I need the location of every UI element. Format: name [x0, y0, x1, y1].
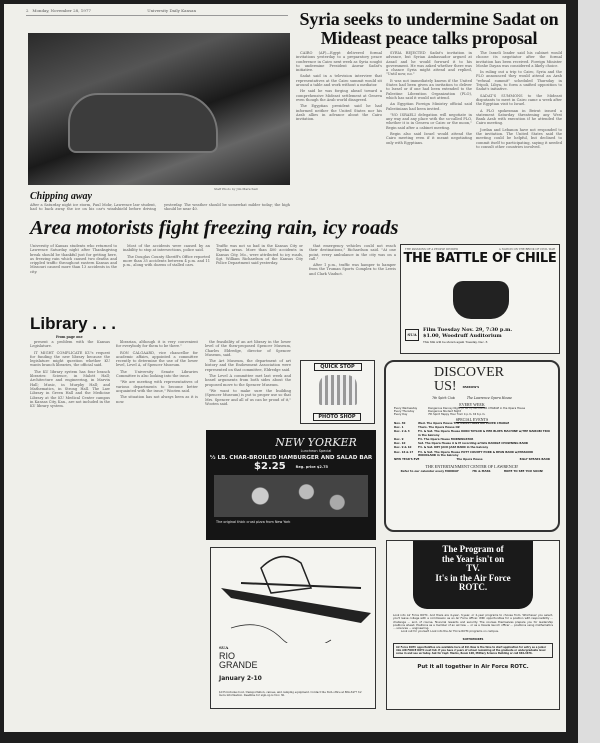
- motorists-col-3: Traffic was not so bad in the Kansas City or Topeka areas. More than 400 accidents in Kansas City, Mo., were attributed to icy roads, Sgt. William Richardson of the Kansas City Police Department said yesterday.: [216, 244, 303, 266]
- air-force-rotc-ad: [386, 540, 560, 710]
- rotc-body-2: Look out for yourself. Look into the Air Force ROTC programs on campus.: [401, 629, 499, 634]
- rotc-headline: The Program of the Year isn't on TV. It's in the Air Force ROTC.: [413, 541, 533, 609]
- discover-title: DISCOVER: [434, 365, 505, 380]
- syria-col-2: SYRIA REJECTED Sadat's invitation in advance, but Syrian Ambassador argued at Assad and he would forward it to his government. He was asked whether there was a chance Syria might attend and replied, "Until now, no." It was not immediately known if the United States had been given an invitation to deliver to Israel or if one had been extended to the Palestine Liberation Organization (PLO), which has said it would not attend. An Egyptian Foreign Ministry official said Palestinians had been invited. "NO ISRAELI delegation will negotiate in any way and any place with the so-called PLO, whether it is in Geneva or Cairo or the moon," Begin said after a cabinet meeting. Begin also said Israel would attend the Cairo meeting even if it meant negotiating only with Egyptians.: [386, 51, 472, 145]
- every-week-heading: EVERY WEEK: [459, 402, 485, 407]
- syria-col-3: The Israeli leader said his cabinet would choose its negotiator after the formal invitation has been received. Foreign Minister Moshe Dayan was considered a likely choice. In ruling out a trip to Cairo, Syria and the PLO announced they would attend an Arab "refusal summit" scheduled Thursday in Tripoli, Libya, to form a unified opposition to Sadat's initiative. SADAT'S SUMMONS to the Mideast disputants to meet in Cairo came a week after the Egyptian visit to Israel. A PLO spokesman in Beirut issued a statement Saturday threatening any West Bank Arab with execution if he attended the Cairo meeting. Jordan and Lebanon have not responded to the invitation. The United States said the meeting could be helpful, but declined to commit itself to participating, saying it needed to consult other countries involved.: [476, 51, 562, 149]
- caption-text: After a Saturday night ice storm, Paul Mohr, Lawrence law student, had to back away the ice on his car's windshield before driving yesterday. The weather should be somewhat milder today; the high should be near 40.: [30, 203, 290, 212]
- car-shape: [68, 93, 218, 153]
- motorists-headline: Area motorists fight freezing rain, icy roads: [30, 217, 399, 239]
- chile-details: Film Tuesday Nov. 29, 7:30 p.m. $1.00, Woodruff Auditorium This film will be shown again Tuesday, Dec. 6: [423, 327, 513, 344]
- newspaper-page: [4, 4, 566, 732]
- special-events-heading: SPECIAL EVENTS: [455, 416, 489, 422]
- discover-footer-title: THE ENTERTAINMENT CENTER OF LAWRENCE!: [425, 463, 519, 469]
- chile-title: THE BATTLE OF CHILE: [403, 251, 557, 266]
- syria-body: [296, 51, 562, 214]
- library-col-1: present a problem with the Kansas Legislature. IT MIGHT COMPLICATE KU's request for funding the new library because the legislature might question whether KU wants branch libraries, the official said. The KU library system has four branch libraries: Science, in Malott Hall; Architecture and engineering, in Marvin Hall; Music, in Murphy Hall; and Mathematics, in Strong Hall. The Law Library in Green Hall and the Medicine Library at the KU Medical Center campus in Kansas City, Kan., are not included in the KU library system.: [30, 340, 110, 409]
- new-yorker-name: NEW YORKER: [275, 436, 357, 449]
- rotc-sub-body: Air Force ROTC opportunities are available here at KU. Now is the time to start application for entry as a junior into AIR FORCE ROTC next fall. If you have 2 years of school remaining at the graduate or undergraduate level come in and see us today. Ask for Capt. Macko, Room 108, Military Science Building or call 864-4676.: [393, 643, 553, 658]
- motorists-col-2: Most of the accidents were caused by an inability to stop at intersections, police said. The Douglas County Sheriff's Office reported more than 35 accidents between 4 p.m. and 11 p.m., along with dozens of stalled cars.: [123, 244, 210, 268]
- news-photo: [28, 33, 290, 185]
- syria-article: [296, 10, 562, 214]
- tank-illustration: [453, 281, 509, 319]
- discover-brand: PARROW'S: [462, 385, 480, 389]
- rio-title: RIO GRANDE: [219, 651, 258, 670]
- discover-venue: The Lawrence Opera House: [466, 396, 513, 400]
- rotc-subheading: SOPHOMORES: [462, 637, 484, 641]
- rio-sua-logo: SUA: [219, 645, 229, 650]
- new-yorker-tagline: The original thick crust pizza from New York: [216, 520, 291, 524]
- chile-kicker-left: THE PASSIONS OF A PEOPLE DIVIDED: [405, 248, 459, 251]
- photo-shop-label: PHOTO SHOP: [313, 413, 361, 421]
- events-list: Nov. 30 Wed. The Opera House THE EXCEPTIONS NO COVER CHARGE Dec. 1 Thurs. The Opera House OZ Dec. 2 & 3 Fri. & Sat. The Opera House KOKO TAYLOR & HER BLUES MACHINE w/THE NAIROBI TRIO in the balcony Dec. 9 Fri. The Opera House MORNINGSTAR Dec. 10 Sat. The Opera House A & M recording artists RANDLE CHOWNING BAND Dec. 9 & 10 Fri. & Sat. DRY JACK JAZZ BAND in the balcony Dec. 16 & 17 Fri. & Sat. The Opera House POTT COUNTY PORK & BEAN BAND w/MISSOURI WOODLAND in the balcony NEW YEAR'S EVE The Opera House BILLY SPEARS BAND: [394, 420, 550, 462]
- battle-of-chile-ad: [400, 244, 560, 354]
- adjacent-page-edge: [578, 0, 600, 743]
- quick-stop-ad: [300, 360, 375, 424]
- quick-stop-label: QUICK STOP: [314, 363, 362, 371]
- page-header: [26, 8, 196, 13]
- photo-credit: Staff Photo by Jim Marschall: [214, 187, 258, 191]
- new-yorker-price: $2.25: [254, 461, 286, 472]
- new-yorker-regular-price: Reg. price $2.75: [295, 464, 328, 469]
- syria-col-1: CAIRO (AP)—Egypt delivered formal invitations yesterday to a preparatory peace conference in Cairo next week as Syria sought to undermine President Anwar Sadat's initiative. Sadat said in a television interview that representatives at the Cairo summit would sit around a table and work without a mediator. He said he was forging ahead toward a comprehensive Mideast settlement at Geneva even though the Arab world disagreed. The Egyptian president said he had informed neither the United States nor his Arab allies in advance about the Cairo invitation.: [296, 51, 382, 122]
- discover-footer: Refer to our calendar every MONDAY 7th & MASS HOPE TO SEE YOU SOON!: [400, 468, 544, 473]
- syria-headline: Syria seeks to undermine Sadat on Mideast peace talks proposal: [299, 10, 559, 48]
- header-date: Monday, November 28, 1977: [32, 8, 91, 13]
- library-col-2: librarian, although it is very convenient for everybody for them to be there." RON CALGAARD, vice chancellor for academic affairs, appointed a committee recently to determine the use of the lower level, Level A, of Spencer Museum. The University Senate Libraries Committee is also looking into the issue. "We are meeting with representatives of various departments to become better acquainted with the issue," Wooten said. The situation has not always been as it is now.: [116, 340, 198, 404]
- jump-line: From page one: [56, 335, 83, 339]
- rio-details: $135 includes food, transportation, canoes, and camping equipment. Contact the SUA office at 864-3477 for more information. Deadline for sign-up is Nov. 30.: [219, 691, 362, 698]
- chile-kicker-right: A NATION ON THE BRINK OF CIVIL WAR: [498, 248, 555, 251]
- new-yorker-offer: ½ LB. CHAR-BROILED HAMBURGER AND SALAD BAR: [209, 455, 373, 461]
- weekly-list: Every Wednesday Dangerous Dancey Night (2 for 1). NO COVER CHARGE in the Opera House Every Thursday Dangerous Student Night Every Day 7th Spirit Happy Hour from 4 p.m. till 6 p.m.: [394, 407, 526, 417]
- new-yorker-special: Luncheon Special: [300, 449, 332, 453]
- food-photo: [214, 475, 368, 517]
- library-headline: Library . . .: [30, 314, 116, 333]
- paper-name: University Daily Kansan: [147, 8, 197, 13]
- caption-title: Chipping away: [30, 191, 92, 202]
- kayaker-illustration: [211, 548, 376, 643]
- rotc-body: Look into Air Force ROTC. And there are 4-year, 3-year, or 2-year programs to choose from. Whichever you select, you'll leave college with a commission as an Air Force officer. With opportunities for a position with responsibility ... challenge ... and, of course, financial rewards and security. The courses themselves prepare you for leadership positions ahead. Positions as a member of an aircrew ... or as a missile launch officer ... positions using mathematics ... sciences ... engineering.: [393, 613, 553, 631]
- kiosk-illustration: [319, 375, 357, 405]
- motorists-col-1: University of Kansas students who returned to Lawrence Saturday night after Thanksgiving break should be thankful just for getting here, as freezing rain which caused two deaths and crippled traffic throughout eastern Kansas and Missouri caused more than 13 accidents in the city.: [30, 244, 117, 274]
- motorists-col-4: that emergency vehicles could not reach their destinations," Richardson said. "At one point, every ambulance in the city was on a call." After 1 p.m., traffic was hamper to hamper from the Truman Sports Complex to the Lewis and Clark Viaduct.: [309, 244, 396, 276]
- rio-dates: January 2-10: [219, 675, 262, 682]
- header-rule: [26, 15, 288, 16]
- library-col-3: the feasibility of an art library in the lower level of the then-proposed Spencer Museum, Charles Eldredge, director of Spencer Museum, said. The Art Museum, the department of art history and the Endowment Association were represented on that committee, Eldredge said. The Level A committee met last week and heard arguments from both sides about the proposed move to the Spencer Museum. "We want to make sure the building (Spencer Museum) is put to proper use so that Mrs. Spencer and all of us can be proud of it," Wooten said.: [205, 340, 291, 406]
- sua-logo: SUA: [405, 329, 419, 341]
- motorists-body: [30, 244, 396, 306]
- discover-club: 7th Spirit Club: [431, 396, 455, 400]
- rio-grande-ad: [210, 547, 376, 709]
- discover-title-2: US!: [434, 379, 457, 394]
- page-number: 2: [26, 8, 29, 13]
- rotc-tagline: Put it all together in Air Force ROTC.: [417, 663, 529, 670]
- discover-us-ad: [384, 360, 560, 532]
- new-yorker-ad: [206, 430, 376, 540]
